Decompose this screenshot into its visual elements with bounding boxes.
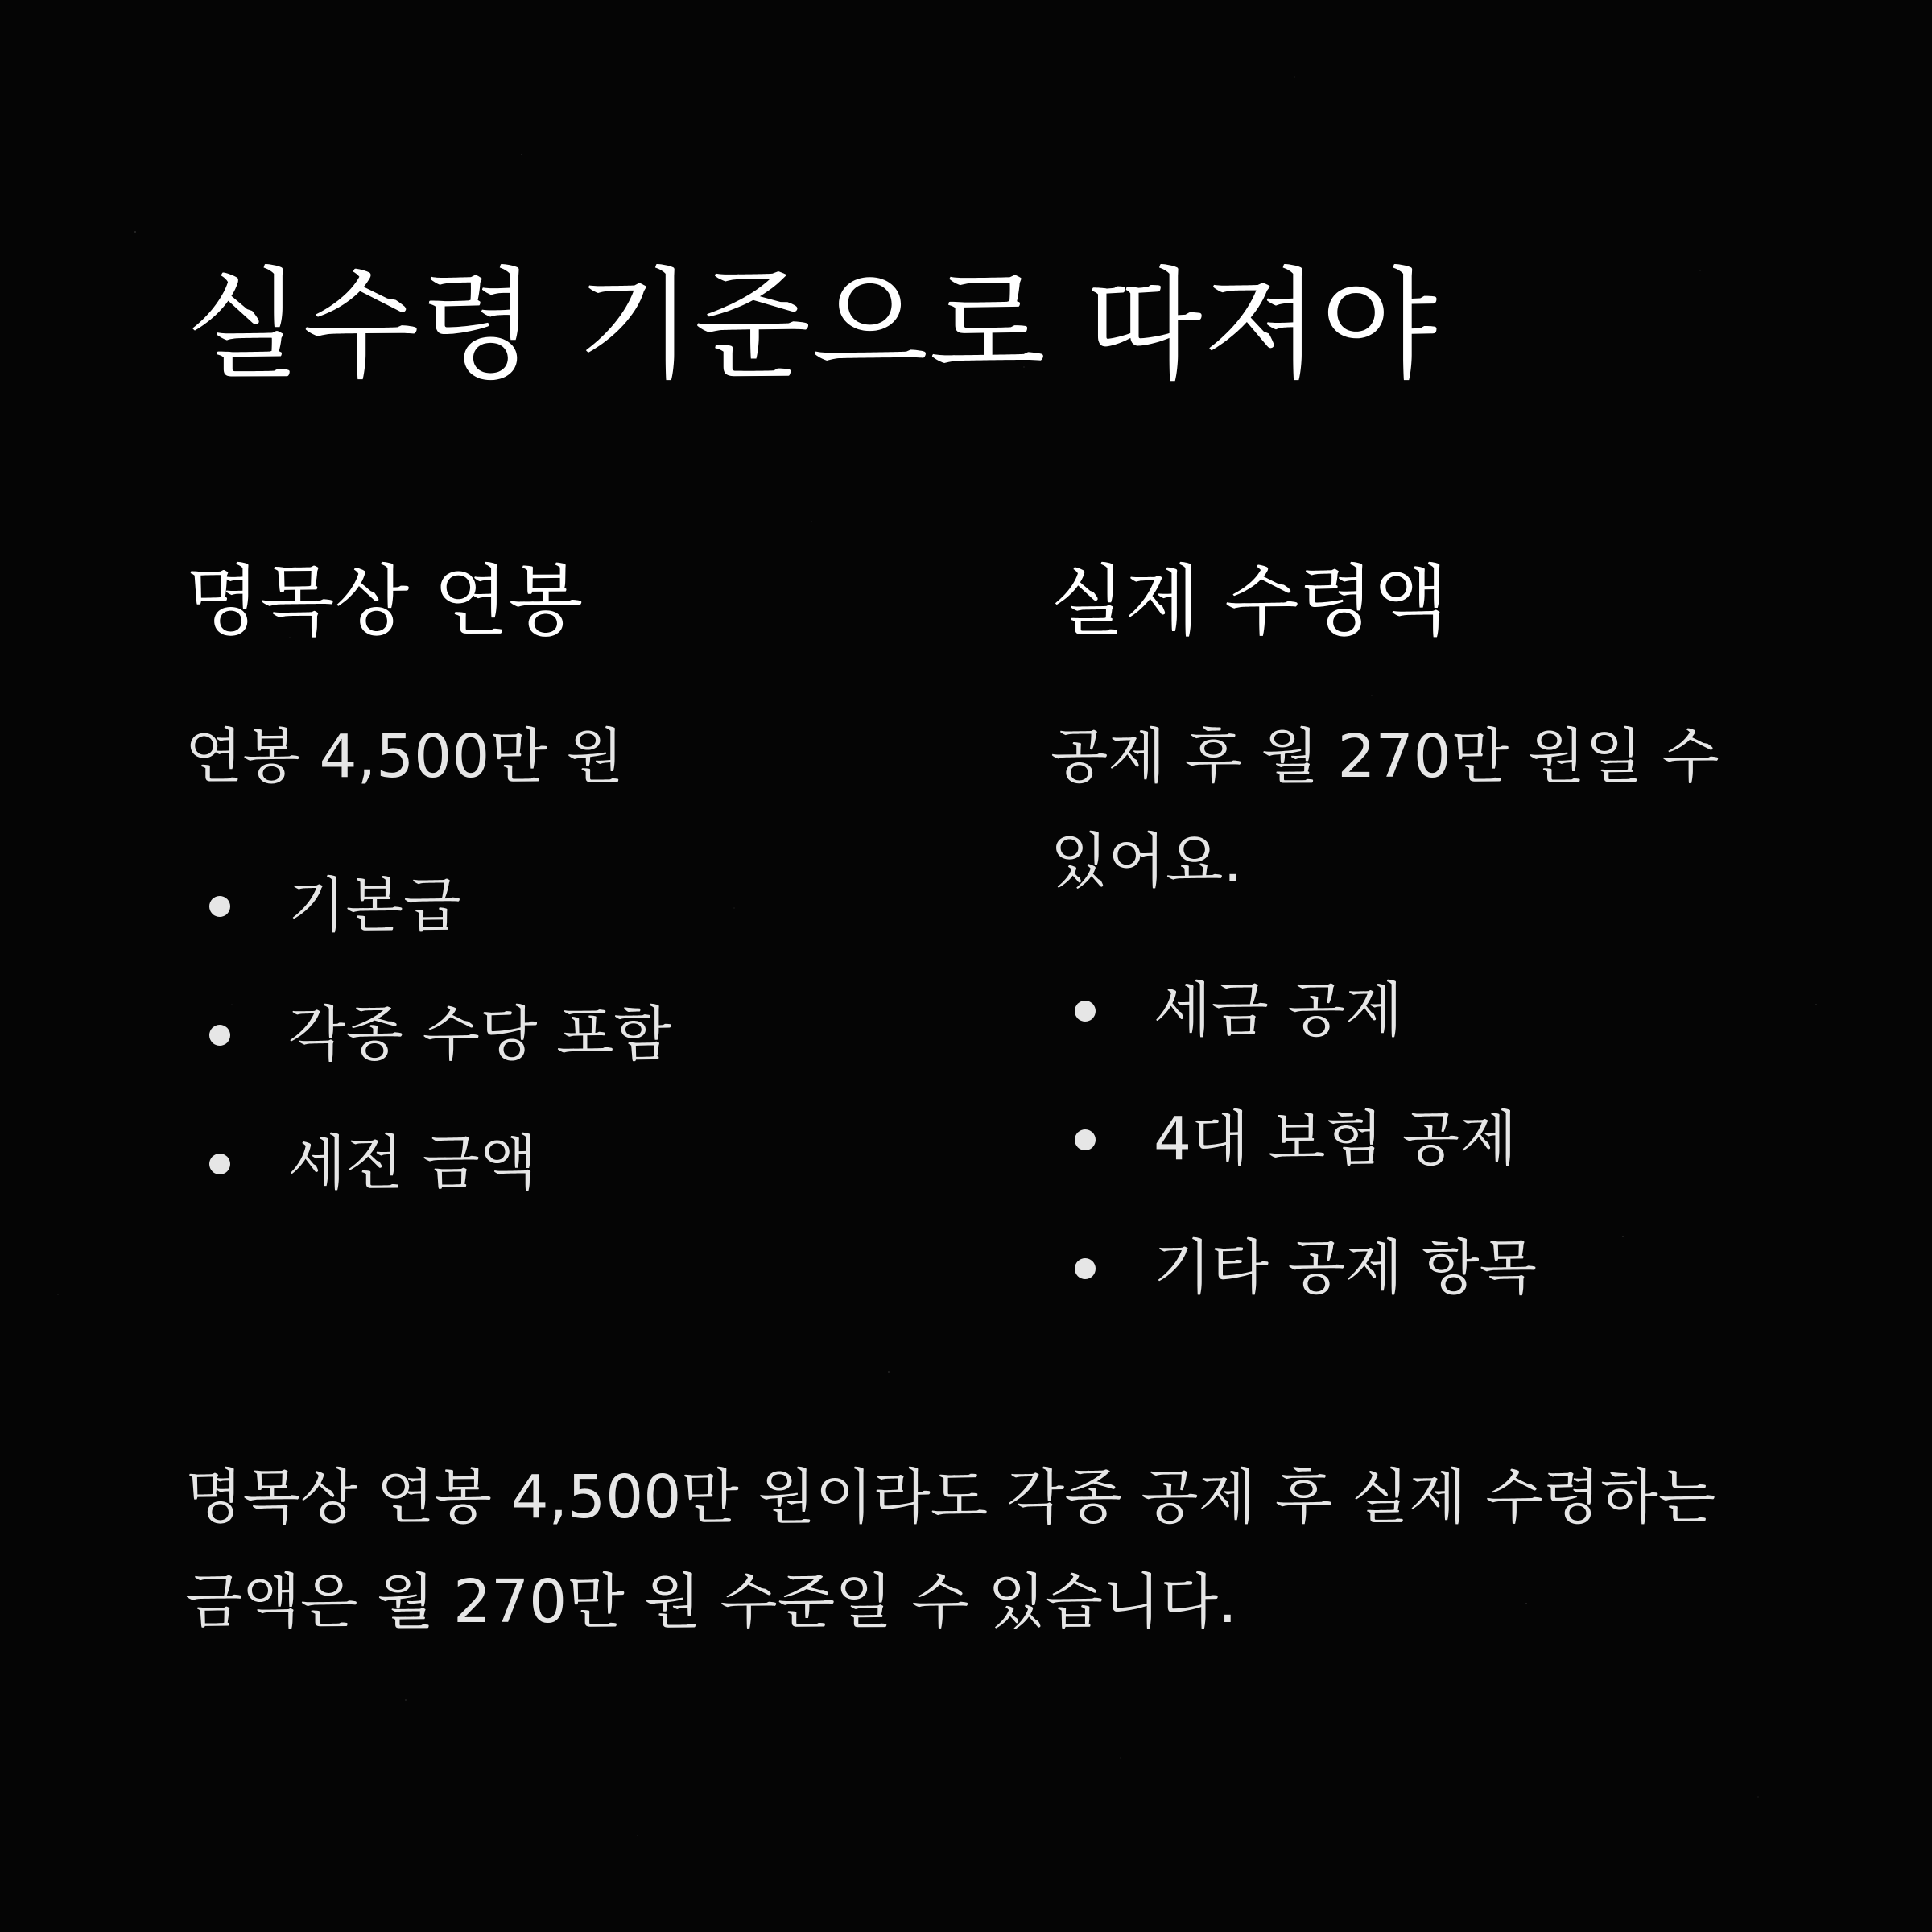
list-item-label: 기본급 xyxy=(288,871,461,941)
list-item-label: 4대 보험 공제 xyxy=(1154,1104,1517,1174)
page-title: 실수령 기준으로 따져야 xyxy=(185,256,1439,396)
summary-text: 명목상 연봉 4,500만 원이라도 각종 공제 후 실제 수령하는 금액은 월 270만 원 수준일 수 있습니다. xyxy=(185,1463,1716,1637)
nominal-salary-lead: 연봉 4,500만 원 xyxy=(185,722,624,792)
list-item-label: 기타 공제 항목 xyxy=(1154,1233,1537,1303)
bullet-icon xyxy=(1075,1129,1096,1150)
actual-takehome-heading: 실제 수령액 xyxy=(1051,556,1449,646)
list-item-label: 세전 금액 xyxy=(288,1129,538,1199)
list-item xyxy=(1051,1203,1775,1332)
bullet-icon xyxy=(209,896,230,917)
bullet-icon xyxy=(209,1154,230,1174)
list-item xyxy=(1051,1075,1775,1203)
list-item xyxy=(185,970,910,1099)
bullet-icon xyxy=(1075,1001,1096,1022)
nominal-salary-column xyxy=(185,555,910,1228)
list-item xyxy=(185,841,910,970)
bullet-icon xyxy=(1075,1258,1096,1279)
list-item-label: 세금 공제 xyxy=(1154,976,1403,1046)
actual-takehome-column xyxy=(1051,555,1775,1332)
nominal-salary-heading: 명목상 연봉 xyxy=(185,556,584,646)
bullet-icon xyxy=(209,1025,230,1046)
nominal-salary-list xyxy=(185,841,910,1228)
list-item-label: 각종 수당 포함 xyxy=(288,1000,671,1070)
actual-takehome-list xyxy=(1051,946,1775,1332)
list-item xyxy=(185,1099,910,1228)
list-item xyxy=(1051,946,1775,1075)
actual-takehome-lead: 공제 후 월 270만 원일 수 있어요. xyxy=(1051,722,1719,897)
